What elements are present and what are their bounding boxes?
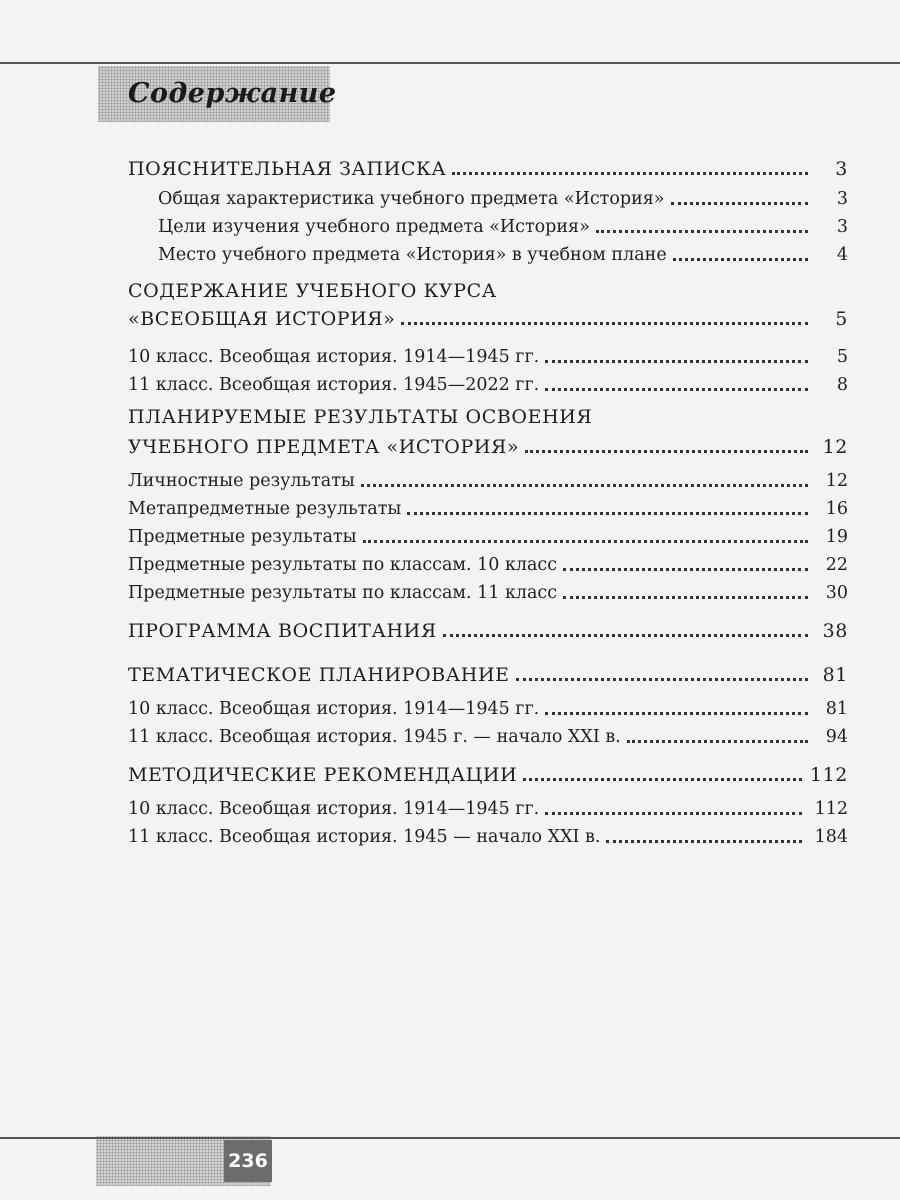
toc-entry-page: 5 [835, 308, 848, 330]
toc-entry [128, 366, 848, 396]
toc-entry-title: МЕТОДИЧЕСКИЕ РЕКОМЕНДАЦИИ [128, 764, 518, 786]
toc-entry-title: 10 класс. Всеобщая история. 1914—1945 гг. [128, 799, 540, 819]
toc-entry-title: Цели изучения учебного предмета «История» [158, 217, 590, 237]
toc-entry-title: 10 класс. Всеобщая история. 1914—1945 гг. [128, 347, 540, 367]
toc-entry [128, 546, 848, 576]
page-number: 236 [224, 1140, 272, 1182]
toc-leader-dots [401, 322, 808, 325]
toc-entry-page: 184 [814, 827, 848, 847]
toc-leader-dots [596, 230, 808, 233]
toc-entry-page: 112 [814, 799, 848, 819]
toc-entry [128, 300, 848, 330]
toc-entry [128, 612, 848, 642]
toc-entry-page: 12 [822, 436, 848, 458]
toc-entry-page: 81 [822, 664, 848, 686]
toc-leader-dots [407, 512, 808, 515]
toc-leader-dots [673, 258, 808, 261]
toc-entry-title: Предметные результаты [128, 527, 357, 547]
toc-leader-dots [363, 540, 808, 543]
toc-entry-title: ПРОГРАММА ВОСПИТАНИЯ [128, 620, 437, 642]
toc-entry-title: 11 класс. Всеобщая история. 1945 г. — начало XXI в. [128, 727, 621, 747]
toc-leader-dots [545, 812, 802, 815]
toc-leader-dots [452, 172, 808, 175]
toc-entry [128, 818, 848, 848]
contents-heading: Содержание [128, 78, 337, 109]
toc-entry [128, 790, 848, 820]
toc-leader-dots [627, 740, 808, 743]
toc-entry-title: Личностные результаты [128, 471, 355, 491]
toc-entry [128, 462, 848, 492]
toc-leader-dots [606, 840, 802, 843]
toc-entry-page: 16 [825, 499, 848, 519]
toc-leader-dots [545, 712, 808, 715]
toc-leader-dots [516, 678, 808, 681]
toc-entry [128, 574, 848, 604]
toc-entry-title: Метапредметные результаты [128, 499, 402, 519]
toc-entry-page: 22 [825, 555, 848, 575]
toc-leader-dots [671, 202, 808, 205]
toc-leader-dots [563, 596, 808, 599]
toc-entry-page: 4 [836, 245, 848, 265]
toc-entry-title: 11 класс. Всеобщая история. 1945 — начало XXI в. [128, 827, 601, 847]
bottom-rule [0, 1137, 900, 1139]
toc-entry-page: 5 [836, 347, 848, 367]
toc-entry [128, 150, 848, 180]
toc-entry-page: 19 [825, 527, 848, 547]
toc-entry-page: 8 [836, 375, 848, 395]
toc-entry-page: 38 [822, 620, 848, 642]
toc-entry-title: 11 класс. Всеобщая история. 1945—2022 гг. [128, 375, 540, 395]
toc-entry [128, 490, 848, 520]
toc-section-heading-line: ПЛАНИРУЕМЫЕ РЕЗУЛЬТАТЫ ОСВОЕНИЯ [128, 406, 593, 428]
toc-leader-dots [523, 778, 802, 781]
toc-leader-dots [545, 388, 808, 391]
toc-entry-title: Предметные результаты по классам. 10 класс [128, 555, 558, 575]
toc-entry-page: 12 [825, 471, 848, 491]
toc-leader-dots [443, 634, 808, 637]
toc-entry-page: 3 [836, 189, 848, 209]
toc-entry [158, 180, 848, 210]
toc-entry-title: Предметные результаты по классам. 11 класс [128, 583, 558, 603]
toc-section-heading-line: СОДЕРЖАНИЕ УЧЕБНОГО КУРСА [128, 280, 497, 302]
toc-entry-title: ПОЯСНИТЕЛЬНАЯ ЗАПИСКА [128, 158, 447, 180]
toc-leader-dots [545, 360, 808, 363]
toc-entry [128, 718, 848, 748]
toc-leader-dots [361, 484, 808, 487]
toc-entry-page: 3 [835, 158, 848, 180]
toc-entry [128, 338, 848, 368]
toc-entry-page: 81 [825, 699, 848, 719]
toc-entry [158, 236, 848, 266]
top-rule [0, 62, 900, 64]
toc-entry-title: «ВСЕОБЩАЯ ИСТОРИЯ» [128, 308, 396, 330]
toc-entry [128, 690, 848, 720]
toc-entry-title: Общая характеристика учебного предмета «История» [158, 189, 665, 209]
toc-entry-page: 112 [809, 764, 848, 786]
toc-leader-dots [563, 568, 808, 571]
toc-entry [128, 428, 848, 458]
toc-entry-title: ТЕМАТИЧЕСКОЕ ПЛАНИРОВАНИЕ [128, 664, 510, 686]
toc-entry-title: Место учебного предмета «История» в учебном плане [158, 245, 667, 265]
toc-entry-page: 94 [825, 727, 848, 747]
toc-entry-page: 3 [836, 217, 848, 237]
toc-entry [128, 518, 848, 548]
toc-entry-title: УЧЕБНОГО ПРЕДМЕТА «ИСТОРИЯ» [128, 436, 520, 458]
toc-entry-title: 10 класс. Всеобщая история. 1914—1945 гг. [128, 699, 540, 719]
toc-entry [128, 656, 848, 686]
toc-entry-page: 30 [825, 583, 848, 603]
toc-leader-dots [525, 450, 808, 453]
toc-entry [158, 208, 848, 238]
toc-entry [128, 756, 848, 786]
